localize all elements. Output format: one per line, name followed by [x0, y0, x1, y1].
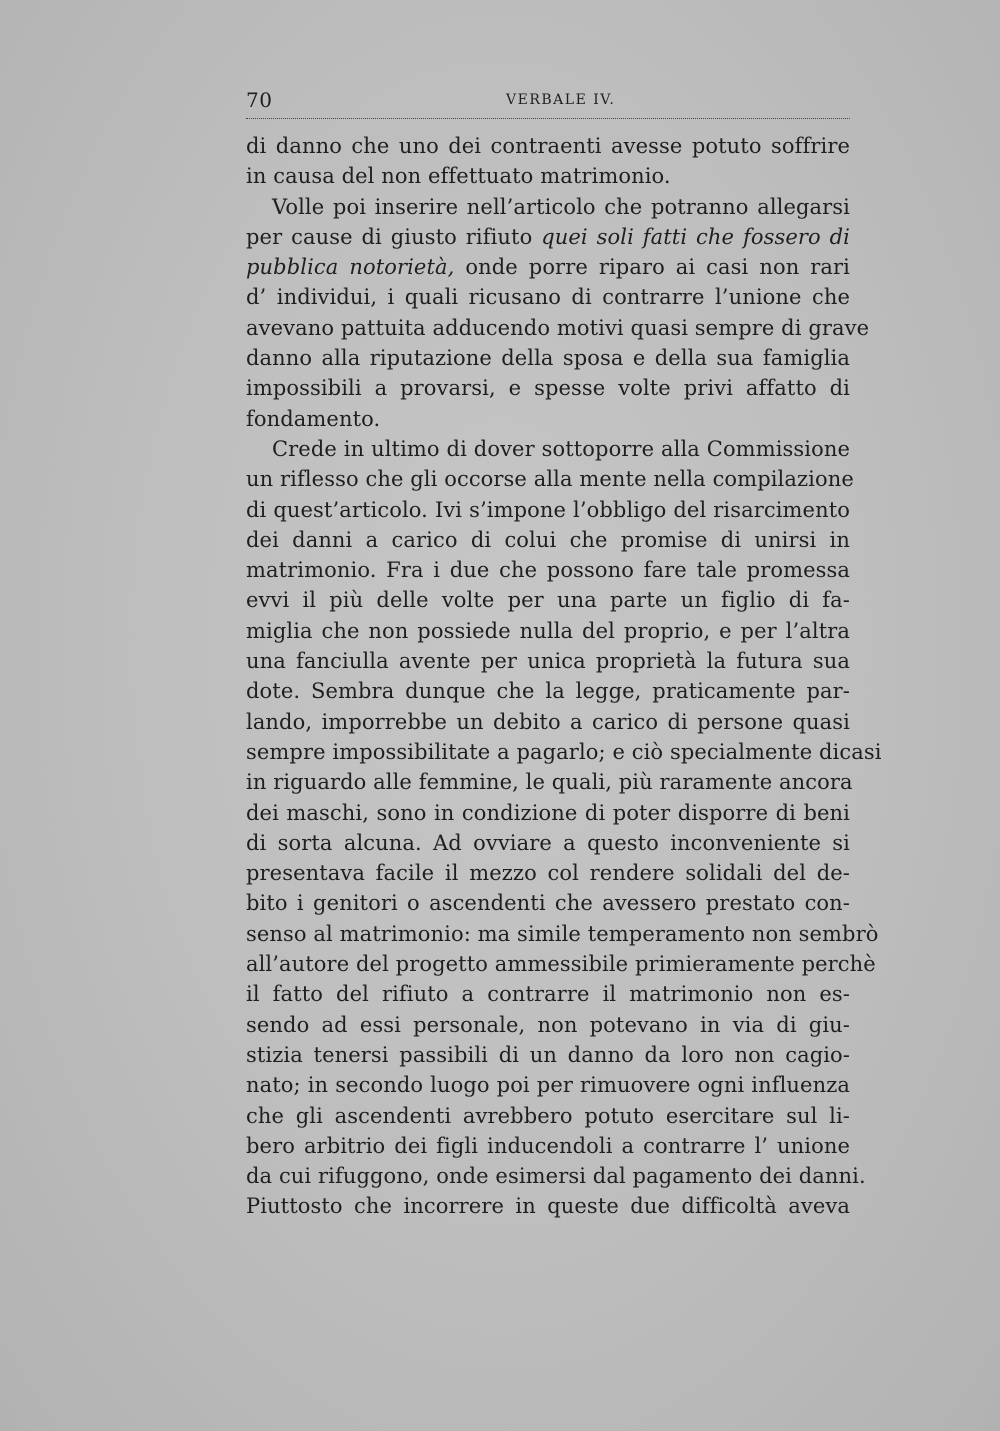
- text-line: fondamento.: [246, 406, 381, 431]
- text-line: senso al matrimonio: ma simile temperamento non sembrò: [246, 921, 879, 946]
- text-line: [246, 222, 850, 252]
- text-line: lando, imporrebbe un debito a carico di persone quasi: [246, 709, 850, 734]
- text-line: sempre impossibilitate a pagarlo; e ciò specialmente dicasi: [246, 739, 882, 764]
- text-line: d’ individui, i quali ricusano di contrarre l’unione che: [246, 285, 850, 310]
- text-segment: onde porre riparo ai casi non rari: [454, 255, 850, 280]
- text-line: una fanciulla avente per unica proprietà la futura sua: [246, 649, 850, 674]
- text-line: che gli ascendenti avrebbero potuto esercitare sul li-: [246, 1103, 850, 1128]
- text-line: dote. Sembra dunque che la legge, praticamente par-: [246, 679, 850, 704]
- text-line: Piuttosto che incorrere in queste due difficoltà aveva: [246, 1194, 850, 1219]
- text-line: di quest’articolo. Ivi s’impone l’obbligo del risarcimento: [246, 497, 850, 522]
- text-line: in causa del non effettuato matrimonio.: [246, 164, 671, 189]
- text-line: stizia tenersi passibili di un danno da loro non cagio-: [246, 1042, 850, 1067]
- text-line: miglia che non possiede nulla del proprio, e per l’altra: [246, 618, 850, 643]
- text-line: in riguardo alle femmine, le quali, più raramente ancora: [246, 770, 853, 795]
- text-line: avevano pattuita adducendo motivi quasi sempre di grave: [246, 315, 870, 340]
- text-line: presentava facile il mezzo col rendere solidali del de-: [246, 861, 850, 886]
- text-line: [246, 252, 850, 282]
- text-segment: per cause di giusto rifiuto: [246, 224, 542, 249]
- text-line: all’autore del progetto ammessibile primieramente perchè: [246, 952, 876, 977]
- page-header: [246, 86, 850, 116]
- italic-text-segment: quei soli fatti che fossero di: [541, 224, 850, 249]
- body-text: [246, 131, 882, 1222]
- text-line: evvi il più delle volte per una parte un figlio di fa-: [246, 588, 850, 613]
- page-number: 70: [246, 88, 273, 112]
- text-line: matrimonio. Fra i due che possono fare tale promessa: [246, 558, 850, 583]
- text-line: danno alla riputazione della sposa e della sua famiglia: [246, 346, 850, 371]
- text-line: di sorta alcuna. Ad ovviare a questo inconveniente si: [246, 830, 850, 855]
- text-line: Crede in ultimo di dover sottoporre alla Commissione: [272, 436, 850, 461]
- text-line: da cui rifuggono, onde esimersi dal pagamento dei danni.: [246, 1164, 866, 1189]
- header-rule: [246, 118, 850, 119]
- text-line: dei danni a carico di colui che promise di unirsi in: [246, 527, 850, 552]
- text-line: nato; in secondo luogo poi per rimuovere ogni influenza: [246, 1073, 850, 1098]
- text-line: sendo ad essi personale, non potevano in via di giu-: [246, 1012, 850, 1037]
- text-line: impossibili a provarsi, e spesse volte privi affatto di: [246, 376, 850, 401]
- text-line: di danno che uno dei contraenti avesse potuto soffrire: [246, 134, 850, 158]
- text-line: bito i genitori o ascendenti che avessero prestato con-: [246, 891, 850, 916]
- text-line: bero arbitrio dei figli inducendoli a contrarre l’ unione: [246, 1133, 850, 1158]
- text-line: Volle poi inserire nell’articolo che potranno allegarsi: [272, 194, 850, 219]
- text-line: il fatto del rifiuto a contrarre il matrimonio non es-: [246, 982, 850, 1007]
- text-line: un riflesso che gli occorse alla mente nella compilazione: [246, 467, 854, 492]
- italic-text-segment: pubblica notorietà,: [246, 255, 455, 280]
- text-line: dei maschi, sono in condizione di poter disporre di beni: [246, 800, 850, 825]
- running-head: VERBALE IV.: [506, 92, 616, 108]
